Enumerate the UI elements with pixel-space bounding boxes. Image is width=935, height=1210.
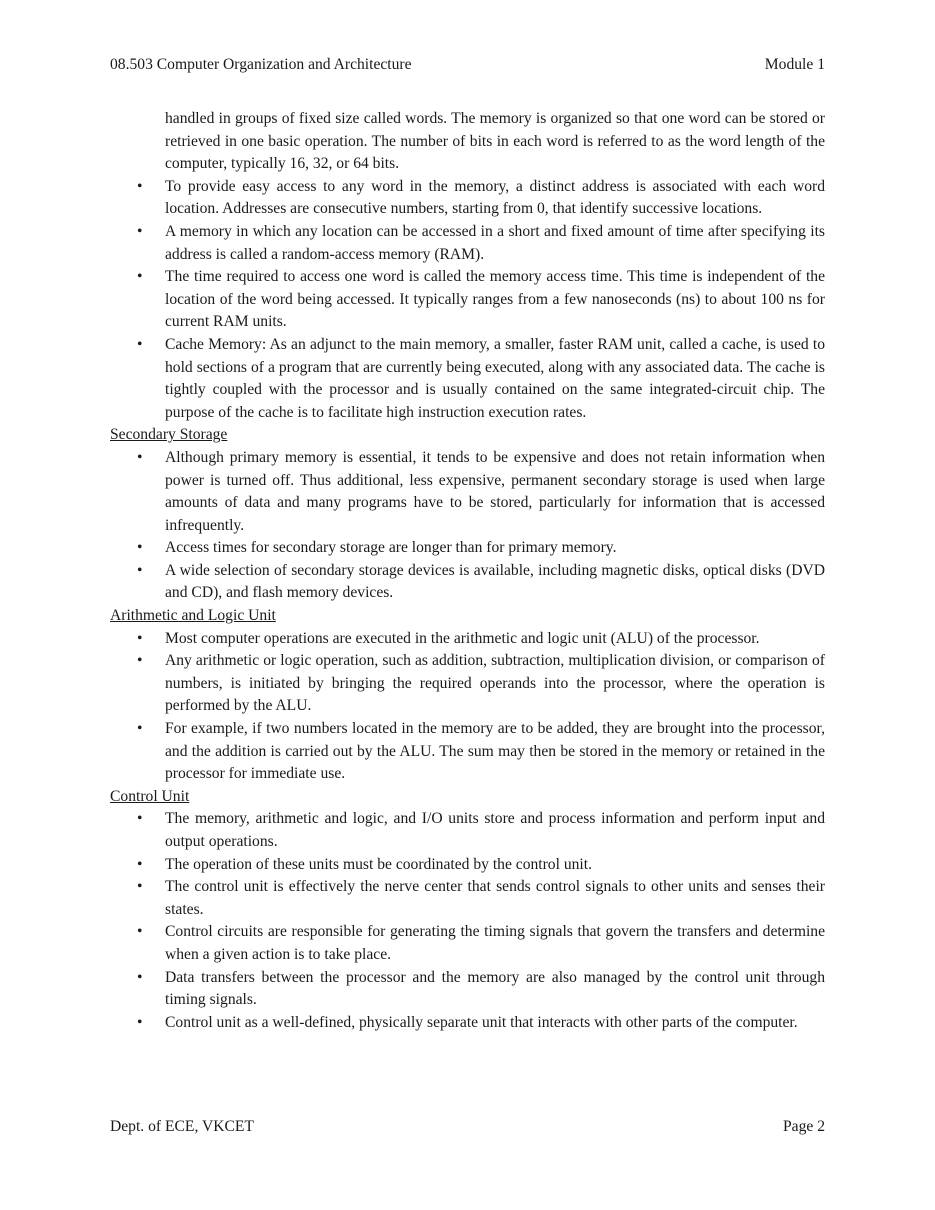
- list-item: [110, 967, 825, 1012]
- list-item-text: Control circuits are responsible for generating the timing signals that govern the transfers and determine when a given action is to take place.: [165, 923, 825, 963]
- continuation-paragraph: handled in groups of fixed size called words. The memory is organized so that one word can be stored or retrieved in one basic operation. The number of bits in each word is referred to as the word length of the computer, typically 16, 32, or 64 bits.: [165, 110, 825, 173]
- bullet: •: [137, 335, 143, 353]
- bullet: •: [137, 448, 143, 466]
- bullet: •: [137, 720, 143, 738]
- list-item: [110, 560, 825, 605]
- section-heading-secondary-storage: Secondary Storage: [110, 426, 228, 444]
- page-body: [110, 108, 825, 1034]
- bullet: •: [137, 923, 143, 941]
- page-footer: [110, 1116, 825, 1138]
- list-item-text: Data transfers between the processor and the memory are also managed by the control unit through timing signals.: [165, 968, 825, 1009]
- bullet: •: [137, 629, 143, 647]
- list-item: [110, 1012, 825, 1035]
- bullet: •: [137, 855, 143, 873]
- bullet: •: [137, 652, 143, 670]
- list-item: [110, 176, 825, 221]
- list-item-text: Most computer operations are executed in the arithmetic and logic unit (ALU) of the processor.: [165, 629, 760, 647]
- list-item: [110, 921, 825, 966]
- bullet: •: [137, 222, 143, 240]
- list-item: [110, 266, 825, 334]
- list-item-text: Although primary memory is essential, it tends to be expensive and does not retain information when power is turned off. Thus additional, less expensive, permanent secondary storage is used when large amounts of data and many programs have to be stored, particularly for information that is accessed infrequently.: [165, 448, 825, 534]
- bullet: •: [137, 561, 143, 579]
- list-item: [110, 221, 825, 266]
- alu-list: [110, 628, 825, 786]
- footer-page-number: Page 2: [782, 1118, 825, 1135]
- list-item: [110, 650, 825, 718]
- list-item-text: The control unit is effectively the nerve center that sends control signals to other units and senses their states.: [165, 878, 825, 918]
- bullet: •: [137, 177, 143, 195]
- list-item-text: A wide selection of secondary storage devices is available, including magnetic disks, optical disks (DVD and CD), and flash memory devices.: [165, 561, 825, 602]
- list-item: [110, 334, 825, 424]
- list-item-text: The operation of these units must be coordinated by the control unit.: [165, 855, 592, 873]
- list-item-text: Cache Memory: As an adjunct to the main memory, a smaller, faster RAM unit, called a cache, is used to hold sections of a program that are currently being executed, along with any associated data. The cache is tightly coupled with the processor and is usually contained on the same integrated-circuit chip. The purpose of the cache is to facilitate high instruction execution rates.: [165, 335, 825, 421]
- header-course-title: 08.503 Computer Organization and Architecture: [110, 56, 412, 73]
- section-heading-alu: Arithmetic and Logic Unit: [110, 607, 276, 625]
- bullet: •: [137, 539, 143, 557]
- list-item: [110, 537, 825, 560]
- control-unit-list: [110, 808, 825, 1034]
- bullet: •: [137, 268, 143, 286]
- section-heading-control-unit: Control Unit: [110, 787, 190, 805]
- list-item: [110, 876, 825, 921]
- bullet: •: [137, 878, 143, 896]
- secondary-storage-list: [110, 447, 825, 605]
- list-item-text: Any arithmetic or logic operation, such as addition, subtraction, multiplication division, or comparison of numbers, is initiated by bringing the required operands into the processor, where the operation is performed by the ALU.: [165, 652, 825, 715]
- list-item: [110, 447, 825, 537]
- page-header: [110, 54, 825, 76]
- footer-department: Dept. of ECE, VKCET: [110, 1118, 254, 1135]
- memory-list: [110, 176, 825, 425]
- list-item-text: The time required to access one word is called the memory access time. This time is independent of the location of the word being accessed. It typically ranges from a few nanoseconds (ns) to about 100 ns for current RAM units.: [165, 268, 825, 331]
- bullet: •: [137, 810, 143, 828]
- bullet: •: [137, 1013, 143, 1031]
- list-item: [110, 718, 825, 786]
- list-item: [110, 808, 825, 853]
- list-item-text: For example, if two numbers located in the memory are to be added, they are brought into the processor, and the addition is carried out by the ALU. The sum may then be stored in the memory or retained in the processor for immediate use.: [165, 720, 825, 783]
- list-item: [110, 628, 825, 651]
- list-item-text: To provide easy access to any word in the memory, a distinct address is associated with each word location. Addresses are consecutive numbers, starting from 0, that identify successive locations.: [165, 177, 825, 218]
- header-module: Module 1: [764, 56, 825, 73]
- list-item: [110, 854, 825, 877]
- bullet: •: [137, 968, 143, 986]
- list-item-text: Access times for secondary storage are longer than for primary memory.: [165, 539, 617, 557]
- list-item-text: A memory in which any location can be accessed in a short and fixed amount of time after specifying its address is called a random-access memory (RAM).: [165, 222, 825, 263]
- list-item-text: Control unit as a well-defined, physically separate unit that interacts with other parts of the computer.: [165, 1013, 798, 1031]
- list-item-text: The memory, arithmetic and logic, and I/O units store and process information and perform input and output operations.: [165, 810, 825, 850]
